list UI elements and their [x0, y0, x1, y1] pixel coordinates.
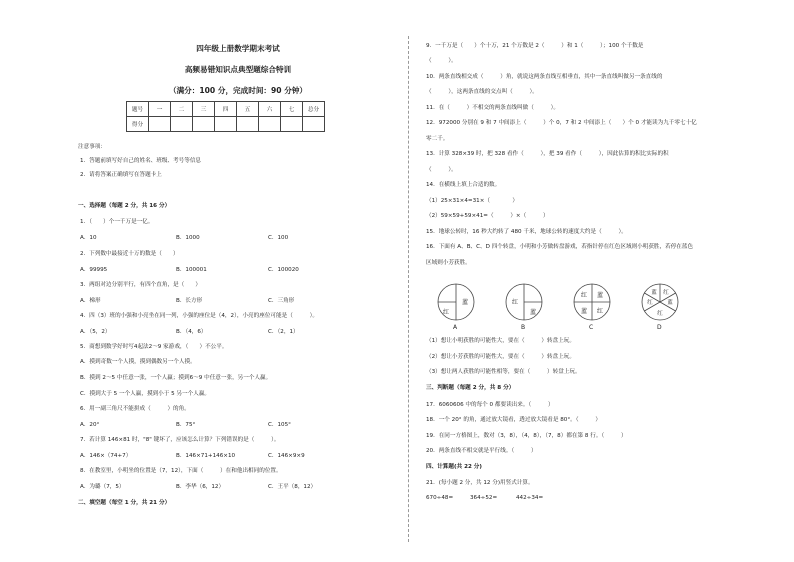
score-header-cell: 二 [171, 102, 193, 117]
spinner-label-blue: 蓝 [529, 309, 537, 316]
question: 14．在横线上填上合适的数。 [426, 182, 501, 188]
option: B．75° [176, 422, 196, 428]
score-cell[interactable] [237, 117, 259, 132]
option: B．1000 [176, 235, 200, 241]
spinner-label-blue: 蓝 [667, 300, 673, 306]
score-table-score-row [127, 117, 325, 132]
spinner-c-graphic [572, 282, 612, 322]
option: C．146×9×9 [268, 453, 305, 459]
option: B．（4，6） [176, 329, 207, 335]
score-table-header-row [127, 102, 325, 117]
exam-title: 四年级上册数学期末考试 [196, 44, 280, 53]
sub-question: （3）想让两人获胜的可能性相等，要在（ ）转盘上玩。 [426, 369, 581, 375]
spinner-letter: D [657, 324, 662, 331]
notes-heading: 注意事项： [78, 144, 106, 150]
exam-info: （满分：100 分，完成时间：90 分钟） [168, 86, 308, 95]
option: B．李华（6，12） [176, 484, 225, 490]
question: 9．一千万是（ ）个十万，21 个万数是 2（ ）和 1（ ）；100 个千数是 [426, 43, 644, 49]
spinner-a [436, 282, 476, 331]
section-heading: 一、选择题（每题 2 分，共 16 分） [78, 203, 171, 209]
spinner-d [640, 282, 680, 331]
spinner-b [504, 282, 544, 331]
option: C．105° [268, 422, 291, 428]
option: B．摸到 2〜5 中任意一张，一个人赢；摸到6〜9 中任意一张，另一个人赢。 [80, 375, 272, 381]
question: 4．四（3）班的小强和小亮坐在同一列，小强的座位是（4，2），小亮的座位可能是（ ）。 [80, 313, 318, 319]
option: A．摸到奇数一个人摸，摸到偶数另一个人摸。 [80, 359, 196, 365]
sub-question: （2）想让小芳获胜的可能性大，要在（ ）转盘上玩。 [426, 354, 575, 360]
option: C．三角形 [268, 298, 295, 304]
right-column [426, 0, 761, 562]
question: 10．两条直线相交成（ ）角，就说这两条直线互相垂直，其中一条直线叫做另一条直线的 [426, 74, 663, 80]
spinner-label-blue: 蓝 [461, 299, 469, 306]
calc-item: 670÷48= [426, 495, 454, 501]
spinner-label-red: 红 [657, 311, 663, 317]
question: 13．计算 328×39 时，把 328 看作（ ），把 39 看作（ ），因此估算的积比实际的积 [426, 151, 669, 157]
question-continued: （ ）。 [426, 58, 457, 64]
spinner-d-graphic [640, 282, 680, 322]
question: 7．若计算 146×81 时，"8" 键坏了，应该怎么计算？下列错误的是（ ）。 [80, 437, 280, 443]
option: A．为璐（7，5） [80, 484, 125, 490]
note-item: 1．答题前填写好自己的姓名、班级、考号等信息 [80, 158, 202, 164]
question: 20．两条直线不相交就是平行线。（ ） [426, 448, 537, 454]
question: 12．972000 分别在 9 和 7 中间添上（ ）个 0，7 和 2 中间添上（ ）个 0 才能读为九千零七十亿 [426, 120, 697, 126]
question-continued: 区域则小芳获胜。 [426, 260, 471, 266]
question: 11．在（ ）不相交的两条直线叫做（ ）。 [426, 105, 559, 111]
score-row-label: 得分 [127, 117, 149, 132]
spinner-letter: C [589, 324, 594, 331]
score-cell[interactable] [281, 117, 303, 132]
score-cell[interactable] [171, 117, 193, 132]
question: 1．（ ）个一千万是一亿。 [80, 219, 154, 225]
calc-item: 364÷52= [470, 495, 498, 501]
question: 19．在同一方格图上，数对（3，8），（4，8），（7，8）都在第 8 行。（ ） [426, 433, 627, 439]
option: C．100020 [268, 267, 299, 273]
section-heading: 四、计算题(共 22 分) [426, 464, 482, 470]
option: C．100 [268, 235, 289, 241]
sub-question: （2）59×59+59×41=（ ）×（ ） [426, 213, 549, 219]
score-header-cell: 总分 [303, 102, 325, 117]
score-header-cell: 题号 [127, 102, 149, 117]
option: B．146×71+146×10 [176, 453, 236, 459]
score-cell[interactable] [193, 117, 215, 132]
option: C．（2，1） [268, 329, 299, 335]
question-continued: （ ）。 [426, 167, 457, 173]
exam-subtitle: 高频易错知识点典型题综合特训 [184, 65, 292, 74]
question: 5．商想到数学好时写4起法2〜9 家游戏，（ ）不公平。 [80, 344, 228, 350]
spinner-label-red: 红 [647, 300, 653, 306]
question-continued: （ ），这两条直线的交点叫（ ）。 [426, 89, 538, 95]
left-column [78, 0, 398, 562]
option: A．99995 [80, 267, 108, 273]
question: 17．6060606 中的每个 0 都要读出来。（ ） [426, 402, 554, 408]
sub-question: （1）想让小明获胜的可能性大，要在（ ）转盘上玩。 [426, 338, 575, 344]
spinner-label-red: 红 [580, 292, 588, 299]
option: A．146×（74+7） [80, 453, 132, 459]
spinner-c [572, 282, 612, 331]
question: 21．(每小题 2 分，共 12 分)用竖式计算。 [426, 480, 534, 486]
option: C．摸到大于 5 一个人赢，摸到小于 5 另一个人赢。 [80, 391, 211, 397]
section-heading: 二、填空题（每空 1 分，共 21 分） [78, 500, 171, 506]
score-header-cell: 四 [215, 102, 237, 117]
score-cell[interactable] [303, 117, 325, 132]
question: 16．下面有 A、B、C、D 四个转盘，小明和小芳做转盘游戏，若指针停在红色区域则小明获胜，若停在蓝色 [426, 244, 694, 250]
spinner-label-blue: 蓝 [580, 308, 588, 315]
question: 18．一个 20° 的角，通过放大镜看，透过放大镜看是 80°。（ ） [426, 417, 601, 423]
spinner-label-red: 红 [596, 308, 604, 315]
spinner-label-red: 红 [442, 309, 450, 316]
spinner-label-blue: 蓝 [596, 292, 604, 299]
option: A．梯形 [80, 298, 101, 304]
note-item: 2．请将答案正确填写在答题卡上 [80, 172, 162, 178]
spinner-label-red: 红 [511, 299, 519, 306]
option: C．王平（8，12） [268, 484, 317, 490]
spinner-label-blue: 蓝 [651, 290, 657, 296]
score-cell[interactable] [149, 117, 171, 132]
section-heading: 三、判断题（每题 2 分，共 8 分） [426, 385, 515, 391]
question: 2．下列数中最接近十万的数是（ ） [80, 251, 179, 257]
question: 15．地球公转时，16 秒大约转了 480 千米，地球公转的速度大约是（ ）。 [426, 229, 627, 235]
question-continued: 零二千。 [426, 136, 449, 142]
option: A．10 [80, 235, 97, 241]
option: B．长方形 [176, 298, 203, 304]
spinner-letter: A [453, 324, 458, 331]
sub-question: （1）25×31×4=31×（ ） [426, 198, 518, 204]
option: B．100001 [176, 267, 207, 273]
question: 6．用一副三角尺不能拼成（ ）的角。 [80, 406, 190, 412]
question: 8．在教室里，小明坐的位置是（7，12），下面（ ）在和他出相同的位置。 [80, 468, 282, 474]
spinner-label-red: 红 [663, 290, 669, 296]
score-cell[interactable] [259, 117, 281, 132]
score-header-cell: 六 [259, 102, 281, 117]
calc-item: 442÷34= [516, 495, 544, 501]
column-divider [408, 36, 409, 542]
score-header-cell: 七 [281, 102, 303, 117]
score-header-cell: 一 [149, 102, 171, 117]
score-header-cell: 五 [237, 102, 259, 117]
spinner-letter: B [521, 324, 526, 331]
score-table [126, 101, 325, 132]
score-cell[interactable] [215, 117, 237, 132]
spinner-a-graphic [436, 282, 476, 322]
score-header-cell: 三 [193, 102, 215, 117]
question: 3．两组对边分别平行，有四个直角，是（ ） [80, 282, 202, 288]
spinner-b-graphic [504, 282, 544, 322]
option: A．20° [80, 422, 100, 428]
option: A．（5，2） [80, 329, 111, 335]
